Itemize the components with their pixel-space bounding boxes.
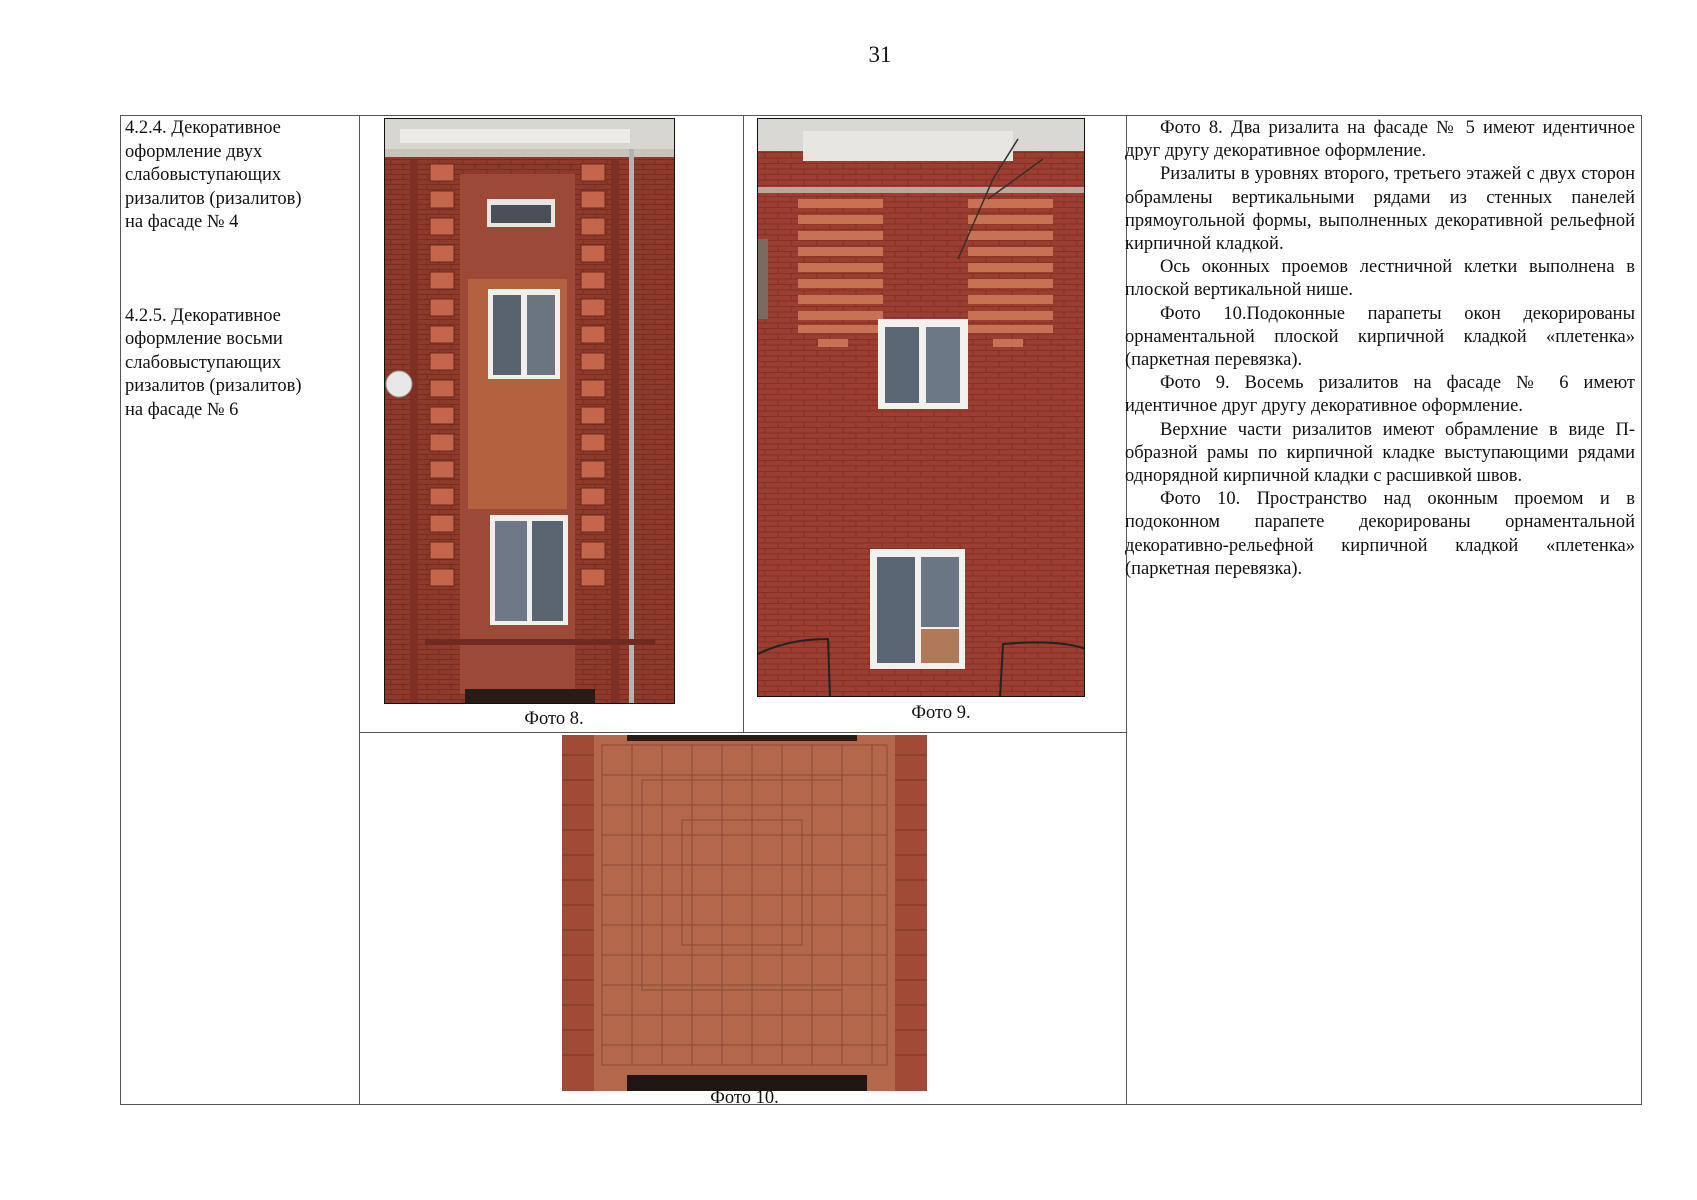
paragraph: Верхние части ризалитов имеют обрамление в виде П-образной рамы по кирпичной кладке выступающими рядами однорядной кирпичной кладки с расшивкой швов. (1125, 419, 1635, 487)
photo-9-image (757, 118, 1085, 697)
paragraph: Фото 8. Два ризалита на фасаде № 5 имеют идентичное друг другу декоративное оформление. (1125, 118, 1635, 162)
table-divider (743, 116, 744, 732)
photo-8-facade-drawing (385, 119, 675, 704)
table-divider (359, 732, 1126, 733)
paragraph: Фото 9. Восемь ризалитов на фасаде № 6 имеют идентичное друг другу декоративное оформление. (1125, 373, 1635, 417)
paragraph: Ризалиты в уровнях второго, третьего этажей с двух сторон обрамлены вертикальными рядами из стенных панелей прямоугольной формы, выполненных декоративной рельефной кирпичной кладкой. (1125, 164, 1635, 255)
photo-8-image (384, 118, 675, 704)
paragraph: Фото 10.Подоконные парапеты окон декорированы орнаментальной плоской кирпичной кладкой «плетенка» (паркетная перевязка). (1125, 303, 1635, 371)
photo-10-brickwork-drawing (562, 735, 927, 1091)
photo-10-image (562, 735, 927, 1091)
left-column (125, 117, 355, 422)
paragraph: Фото 10. Пространство над оконным проемом и в подоконном парапете декорированы орнаментальной декоративно-рельефной кирпичной кладкой «плетенка» (паркетная перевязка). (1125, 489, 1635, 579)
page-number: 31 (868, 42, 892, 67)
section-4-2-4-title: 4.2.4. Декоративное оформление двух слабовыступающих ризалитов (ризалитов) на фасаде № 4 (125, 118, 302, 232)
photo-9-facade-drawing (758, 119, 1085, 697)
section-4-2-5-title: 4.2.5. Декоративное оформление восьми слабовыступающих ризалитов (ризалитов) на фасаде № 6 (125, 305, 302, 420)
right-column-description (1125, 117, 1635, 581)
photo-10-caption: Фото 10. (710, 1088, 779, 1108)
paragraph: Ось оконных проемов лестничной клетки выполнена в плоской вертикальной нише. (1125, 257, 1635, 301)
table-divider (359, 116, 360, 1104)
photo-9-caption: Фото 9. (911, 703, 971, 723)
photo-8-caption: Фото 8. (524, 709, 584, 729)
